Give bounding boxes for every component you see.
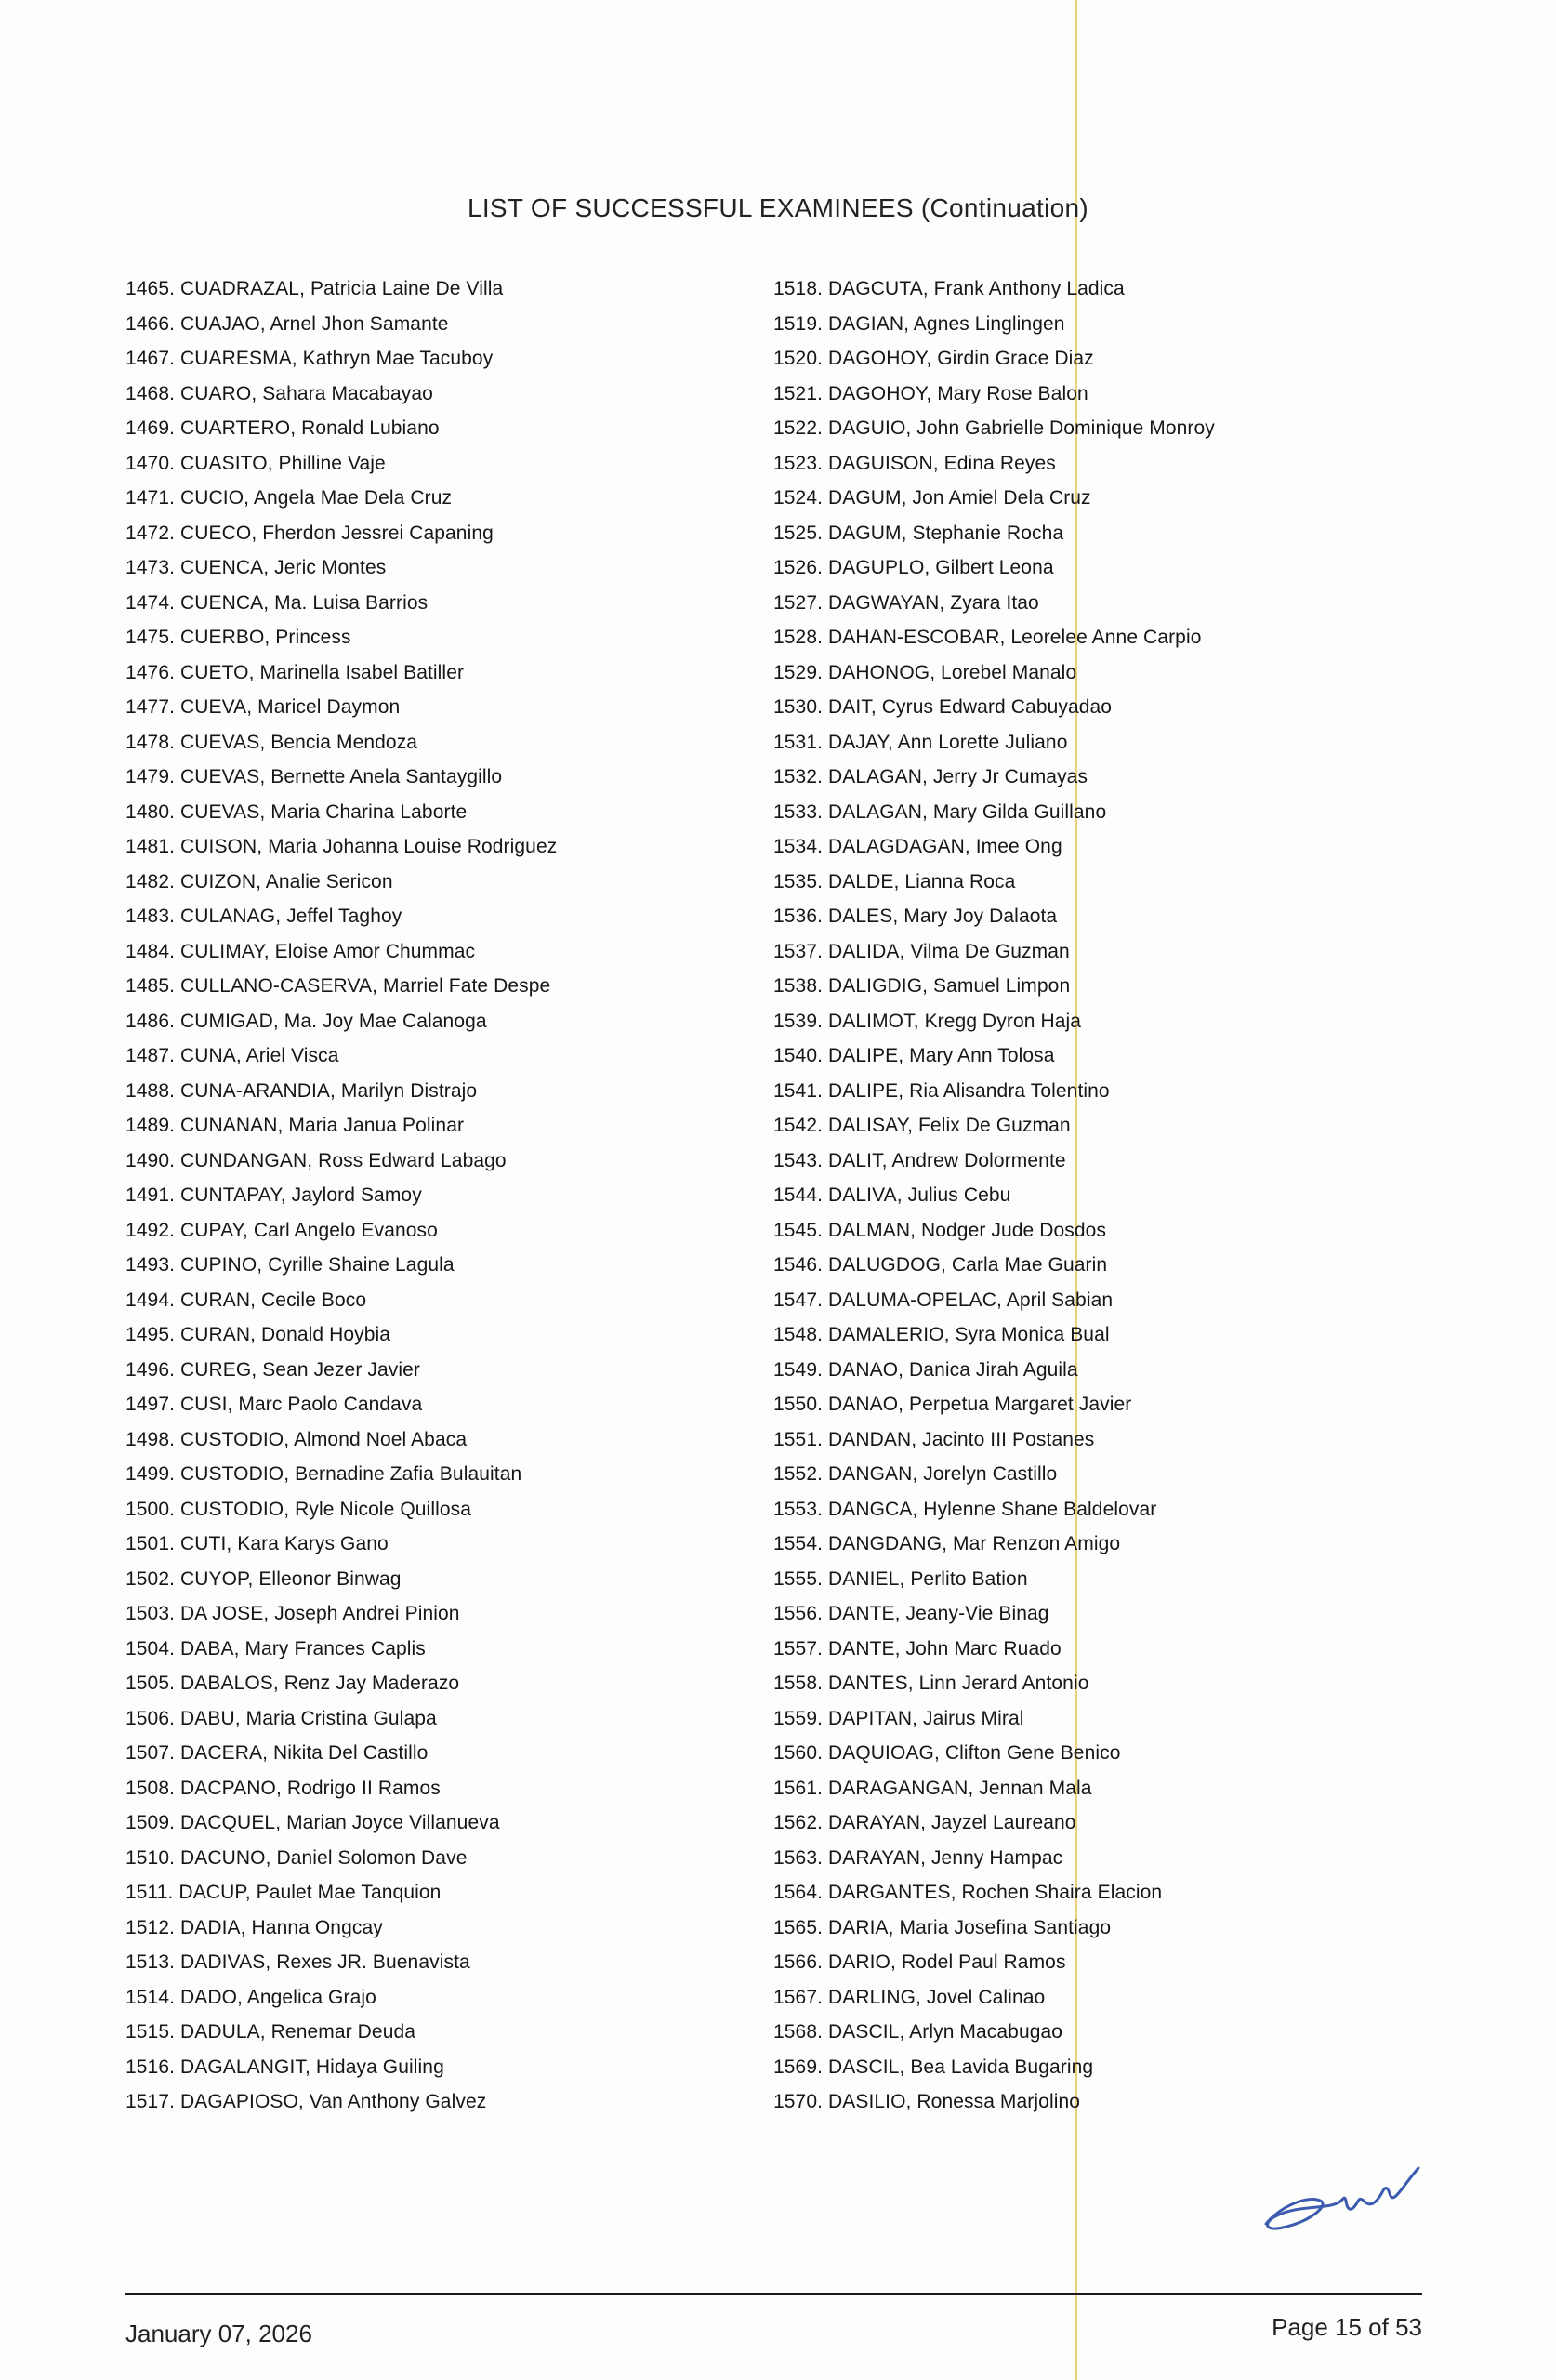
examinee-entry: 1518. DAGCUTA, Frank Anthony Ladica [773,278,1125,299]
examinee-entry: 1568. DASCIL, Arlyn Macabugao [773,2021,1063,2043]
signature-mark [1255,2157,1431,2241]
examinee-entry: 1535. DALDE, Lianna Roca [773,870,1016,892]
examinee-entry: 1520. DAGOHOY, Girdin Grace Diaz [773,348,1094,369]
examinee-entry: 1545. DALMAN, Nodger Jude Dosdos [773,1219,1107,1241]
examinee-entry: 1559. DAPITAN, Jairus Miral [773,1707,1024,1729]
examinee-entry: 1558. DANTES, Linn Jerard Antonio [773,1673,1089,1694]
examinee-entry: 1529. DAHONOG, Lorebel Manalo [773,661,1077,683]
examinee-entry: 1516. DAGALANGIT, Hidaya Guiling [125,2056,444,2078]
footer-divider [125,2293,1422,2295]
examinee-entry: 1550. DANAO, Perpetua Margaret Javier [773,1394,1132,1415]
examinee-entry: 1493. CUPINO, Cyrille Shaine Lagula [125,1254,455,1276]
examinee-entry: 1489. CUNANAN, Maria Janua Polinar [125,1115,465,1136]
examinee-entry: 1547. DALUMA-OPELAC, April Sabian [773,1289,1114,1311]
examinee-entry: 1504. DABA, Mary Frances Caplis [125,1637,426,1659]
examinee-entry: 1570. DASILIO, Ronessa Marjolino [773,2091,1081,2112]
examinee-entry: 1544. DALIVA, Julius Cebu [773,1184,1011,1206]
examinee-entry: 1563. DARAYAN, Jenny Hampac [773,1846,1063,1869]
examinee-entry: 1543. DALIT, Andrew Dolormente [773,1149,1066,1171]
examinee-entry: 1492. CUPAY, Carl Angelo Evanoso [125,1219,438,1241]
examinee-entry: 1488. CUNA-ARANDIA, Marilyn Distrajo [125,1079,478,1102]
examinee-entry: 1478. CUEVAS, Bencia Mendoza [125,731,418,753]
examinee-entry: 1532. DALAGAN, Jerry Jr Cumayas [773,766,1088,787]
examinee-entry: 1482. CUIZON, Analie Sericon [125,870,393,892]
examinee-entry: 1555. DANIEL, Perlito Bation [773,1567,1028,1590]
examinee-entry: 1519. DAGIAN, Agnes Linglingen [773,312,1065,335]
examinee-entry: 1566. DARIO, Rodel Paul Ramos [773,1951,1066,1973]
examinee-entry: 1501. CUTI, Kara Karys Gano [125,1533,389,1554]
page-title: LIST OF SUCCESSFUL EXAMINEES (Continuation) [467,193,1088,222]
examinee-entry: 1475. CUERBO, Princess [125,627,351,648]
examinee-entry: 1465. CUADRAZAL, Patricia Laine De Villa [125,278,504,299]
examinee-entry: 1551. DANDAN, Jacinto III Postanes [773,1428,1095,1450]
examinee-entry: 1531. DAJAY, Ann Lorette Juliano [773,731,1068,753]
examinee-entry: 1567. DARLING, Jovel Calinao [773,1986,1046,2008]
examinee-entry: 1510. DACUNO, Daniel Solomon Dave [125,1846,468,1869]
examinee-entry: 1564. DARGANTES, Rochen Shaira Elacion [773,1882,1163,1903]
examinee-entry: 1537. DALIDA, Vilma De Guzman [773,940,1070,962]
examinee-entry: 1507. DACERA, Nikita Del Castillo [125,1742,429,1764]
examinee-entry: 1468. CUARO, Sahara Macabayao [125,382,433,404]
examinee-entry: 1502. CUYOP, Elleonor Binwag [125,1567,402,1590]
examinee-entry: 1479. CUEVAS, Bernette Anela Santaygillo [125,766,503,787]
examinee-entry: 1540. DALIPE, Mary Ann Tolosa [773,1045,1055,1066]
examinee-entry: 1512. DADIA, Hanna Ongcay [125,1916,383,1938]
examinee-entry: 1505. DABALOS, Renz Jay Maderazo [125,1673,460,1694]
examinee-entry: 1524. DAGUM, Jon Amiel Dela Cruz [773,487,1091,509]
examinee-entry: 1480. CUEVAS, Maria Charina Laborte [125,800,468,823]
examinee-entry: 1565. DARIA, Maria Josefina Santiago [773,1916,1112,1938]
examinee-entry: 1522. DAGUIO, John Gabrielle Dominique Monroy [773,417,1215,439]
examinee-entry: 1500. CUSTODIO, Ryle Nicole Quillosa [125,1498,472,1520]
examinee-entry: 1553. DANGCA, Hylenne Shane Baldelovar [773,1498,1157,1520]
examinee-entry: 1484. CULIMAY, Eloise Amor Chummac [125,940,476,962]
examinee-entry: 1560. DAQUIOAG, Clifton Gene Benico [773,1742,1121,1764]
examinee-entry: 1562. DARAYAN, Jayzel Laureano [773,1812,1076,1833]
examinee-entry: 1486. CUMIGAD, Ma. Joy Mae Calanoga [125,1010,487,1032]
examinee-entry: 1506. DABU, Maria Cristina Gulapa [125,1707,437,1729]
examinee-entry: 1476. CUETO, Marinella Isabel Batiller [125,661,465,683]
examinee-entry: 1549. DANAO, Danica Jirah Aguila [773,1358,1078,1381]
examinee-entry: 1508. DACPANO, Rodrigo II Ramos [125,1777,441,1799]
examinee-entry: 1542. DALISAY, Felix De Guzman [773,1115,1071,1136]
examinee-entry: 1472. CUECO, Fherdon Jessrei Capaning [125,522,494,544]
examinee-entry: 1513. DADIVAS, Rexes JR. Buenavista [125,1951,470,1973]
examinee-entry: 1536. DALES, Mary Joy Dalaota [773,906,1058,927]
examinee-entry: 1533. DALAGAN, Mary Gilda Guillano [773,800,1107,823]
examinee-entry: 1514. DADO, Angelica Grajo [125,1986,376,2008]
examinee-entry: 1541. DALIPE, Ria Alisandra Tolentino [773,1079,1110,1102]
examinee-entry: 1527. DAGWAYAN, Zyara Itao [773,591,1039,614]
examinee-entry: 1485. CULLANO-CASERVA, Marriel Fate Despe [125,975,551,997]
examinee-entry: 1481. CUISON, Maria Johanna Louise Rodriguez [125,836,558,857]
examinee-entry: 1526. DAGUPLO, Gilbert Leona [773,557,1054,578]
examinee-entry: 1569. DASCIL, Bea Lavida Bugaring [773,2056,1094,2078]
examinee-entry: 1530. DAIT, Cyrus Edward Cabuyadao [773,696,1113,718]
examinee-entry: 1498. CUSTODIO, Almond Noel Abaca [125,1428,468,1450]
examinee-entry: 1528. DAHAN-ESCOBAR, Leorelee Anne Carpio [773,627,1202,648]
examinee-entry: 1496. CUREG, Sean Jezer Javier [125,1358,420,1381]
examinee-entry: 1523. DAGUISON, Edina Reyes [773,452,1056,474]
examinee-entry: 1490. CUNDANGAN, Ross Edward Labago [125,1149,507,1171]
examinee-entry: 1556. DANTE, Jeany-Vie Binag [773,1603,1049,1624]
examinee-entry: 1467. CUARESMA, Kathryn Mae Tacuboy [125,348,494,369]
examinee-entry: 1538. DALIGDIG, Samuel Limpon [773,975,1071,997]
examinee-entry: 1470. CUASITO, Philline Vaje [125,452,386,474]
examinee-entry: 1491. CUNTAPAY, Jaylord Samoy [125,1184,422,1206]
examinee-entry: 1499. CUSTODIO, Bernadine Zafia Bulauitan [125,1463,522,1485]
examinee-entry: 1474. CUENCA, Ma. Luisa Barrios [125,591,429,614]
examinee-entry: 1477. CUEVA, Maricel Daymon [125,696,401,718]
examinee-list-left [125,271,758,2120]
examinee-entry: 1509. DACQUEL, Marian Joyce Villanueva [125,1812,500,1833]
examinee-entry: 1552. DANGAN, Jorelyn Castillo [773,1463,1058,1485]
examinee-list-right [773,271,1480,2120]
examinee-entry: 1557. DANTE, John Marc Ruado [773,1637,1062,1659]
examinee-entry: 1487. CUNA, Ariel Visca [125,1045,339,1066]
examinee-entry: 1511. DACUP, Paulet Mae Tanquion [125,1882,442,1903]
examinee-entry: 1497. CUSI, Marc Paolo Candava [125,1394,423,1415]
examinee-entry: 1539. DALIMOT, Kregg Dyron Haja [773,1010,1082,1032]
examinee-entry: 1471. CUCIO, Angela Mae Dela Cruz [125,487,453,509]
examinee-entry: 1561. DARAGANGAN, Jennan Mala [773,1777,1092,1799]
examinee-entry: 1494. CURAN, Cecile Boco [125,1289,367,1311]
examinee-entry: 1469. CUARTERO, Ronald Lubiano [125,417,440,439]
examinee-entry: 1466. CUAJAO, Arnel Jhon Samante [125,312,449,335]
examinee-entry: 1483. CULANAG, Jeffel Taghoy [125,906,402,927]
examinee-entry: 1534. DALAGDAGAN, Imee Ong [773,836,1062,857]
examinee-entry: 1525. DAGUM, Stephanie Rocha [773,522,1064,544]
examinee-entry: 1495. CURAN, Donald Hoybia [125,1324,391,1345]
page-number: Page 15 of 53 [1272,2313,1422,2341]
examinee-entry: 1546. DALUGDOG, Carla Mae Guarin [773,1254,1108,1276]
examinee-entry: 1517. DAGAPIOSO, Van Anthony Galvez [125,2091,487,2112]
examinee-entry: 1554. DANGDANG, Mar Renzon Amigo [773,1533,1121,1554]
examinee-entry: 1503. DA JOSE, Joseph Andrei Pinion [125,1603,460,1624]
examinee-entry: 1521. DAGOHOY, Mary Rose Balon [773,382,1088,404]
footer-date: January 07, 2026 [125,2320,312,2347]
examinee-entry: 1515. DADULA, Renemar Deuda [125,2021,416,2043]
examinee-entry: 1473. CUENCA, Jeric Montes [125,557,387,578]
examinee-entry: 1548. DAMALERIO, Syra Monica Bual [773,1324,1110,1345]
